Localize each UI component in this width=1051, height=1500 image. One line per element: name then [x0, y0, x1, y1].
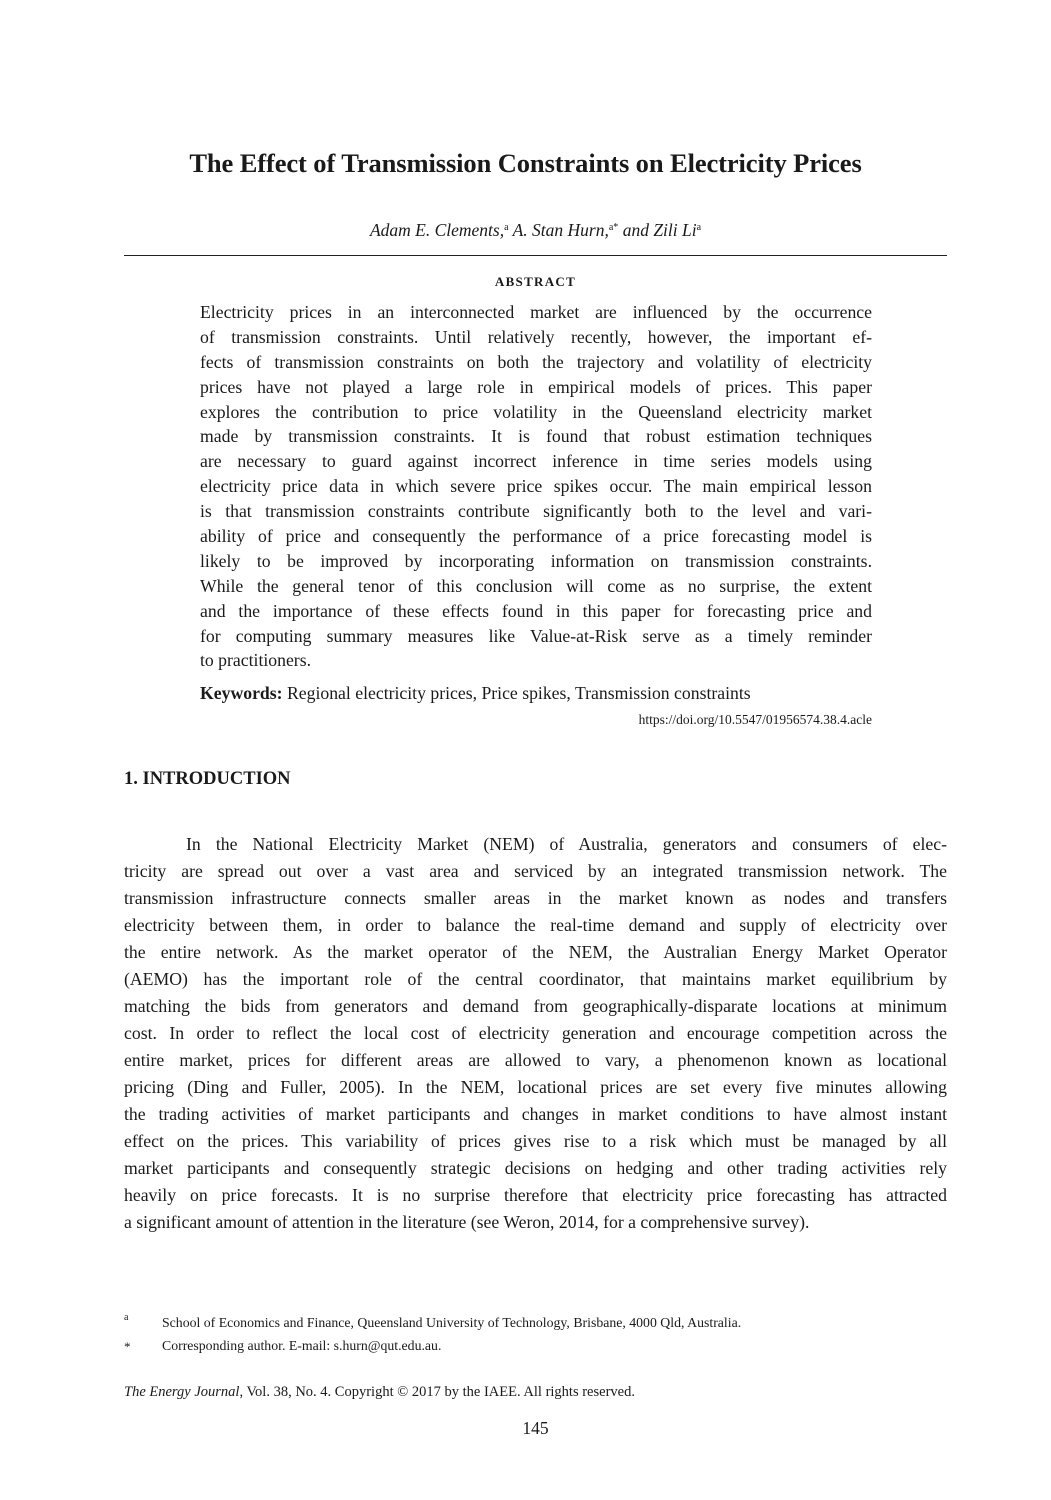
abstract-line: fects of transmission constraints on both the trajectory and volatility of electricity	[200, 351, 872, 372]
paragraph-line: transmission infrastructure connects smaller areas in the market known as nodes and transfers	[124, 888, 947, 908]
paragraph-line: (AEMO) has the important role of the central coordinator, that maintains market equilibrium by	[124, 969, 947, 989]
paragraph-line: the trading activities of market participants and changes in market conditions to have almost instant	[124, 1104, 947, 1124]
abstract-line: Electricity prices in an interconnected market are influenced by the occurrence	[200, 302, 872, 322]
abstract-heading: ABSTRACT	[494, 274, 577, 289]
author-conjunction: and	[622, 220, 649, 240]
abstract-line: While the general tenor of this conclusion will come as no surprise, the extent	[200, 575, 872, 596]
journal-citation	[124, 1384, 635, 1401]
paragraph-line: the entire network. As the market operator of the NEM, the Australian Energy Market Operator	[124, 942, 947, 962]
author-affiliation-mark: a	[504, 222, 509, 233]
author-name: Adam E. Clements,	[369, 220, 505, 240]
footnote-mark: *	[124, 1339, 131, 1354]
section-heading: 1. INTRODUCTION	[124, 769, 291, 789]
abstract-line: of transmission constraints. Until relatively recently, however, the important ef-	[200, 326, 872, 347]
abstract-line: made by transmission constraints. It is found that robust estimation techniques	[200, 426, 872, 447]
footnote-text: Corresponding author. E-mail: s.hurn@qut.edu.au.	[162, 1338, 442, 1353]
paragraph-line: In the National Electricity Market (NEM) of Australia, generators and consumers of elec-	[186, 834, 947, 854]
paragraph-line: entire market, prices for different areas are allowed to vary, a phenomenon known as locational	[124, 1050, 947, 1070]
paragraph-line: tricity are spread out over a vast area and serviced by an integrated transmission network. The	[124, 861, 947, 881]
abstract-line: to practitioners.	[200, 650, 312, 671]
paragraph-line: matching the bids from generators and demand from geographically-disparate locations at minimum	[124, 996, 947, 1016]
abstract-line: explores the contribution to price volatility in the Queensland electricity market	[200, 401, 872, 422]
author-name: A. Stan Hurn,	[512, 220, 609, 240]
abstract-line: and the importance of these effects found in this paper for forecasting price and	[200, 600, 872, 621]
paragraph-line: cost. In order to reflect the local cost of electricity generation and encourage competition across the	[124, 1023, 947, 1043]
keywords-label: Keywords:	[200, 683, 283, 703]
author-list	[0, 220, 1051, 241]
paragraph-line: pricing (Ding and Fuller, 2005). In the NEM, locational prices are set every five minutes allowing	[124, 1077, 947, 1097]
paragraph-line: market participants and consequently strategic decisions on hedging and other trading activities rely	[124, 1158, 947, 1178]
abstract-line: is that transmission constraints contribute significantly both to the level and vari-	[200, 501, 872, 522]
author-affiliation-mark: a	[696, 222, 702, 233]
footnote-mark: a	[124, 1312, 129, 1323]
keywords	[200, 681, 880, 705]
abstract-line: for computing summary measures like Value-at-Risk serve as a timely reminder	[200, 625, 872, 646]
page-number: 145	[522, 1418, 549, 1438]
abstract-line: electricity price data in which severe price spikes occur. The main empirical lesson	[200, 476, 872, 497]
keywords-text: Regional electricity prices, Price spikes, Transmission constraints	[282, 683, 751, 703]
journal-details: , Vol. 38, No. 4. Copyright © 2017 by the IAEE. All rights reserved.	[239, 1384, 635, 1400]
abstract-line: prices have not played a large role in empirical models of prices. This paper	[200, 376, 872, 397]
introduction-paragraph	[124, 831, 947, 1236]
author-affiliation-mark: a*	[608, 222, 619, 233]
paragraph-line: electricity between them, in order to balance the real-time demand and supply of electricity over	[124, 915, 947, 935]
paragraph-line: effect on the prices. This variability of prices gives rise to a risk which must be managed by all	[124, 1131, 947, 1151]
title-divider	[124, 255, 947, 256]
journal-name: The Energy Journal	[124, 1384, 240, 1400]
abstract-line: likely to be improved by incorporating information on transmission constraints.	[200, 550, 872, 571]
footnote-text: School of Economics and Finance, Queensland University of Technology, Brisbane, 4000 Qld, Australia.	[162, 1315, 742, 1330]
abstract-line: are necessary to guard against incorrect inference in time series models using	[200, 451, 872, 472]
paper-title: The Effect of Transmission Constraints on Electricity Prices	[189, 148, 862, 178]
paragraph-line: heavily on price forecasts. It is no surprise therefore that electricity price forecasting has attracted	[124, 1185, 947, 1205]
abstract-body	[200, 300, 872, 673]
paragraph-line: a significant amount of attention in the literature (see Weron, 2014, for a comprehensive survey).	[124, 1212, 810, 1232]
author-name: Zili Li	[653, 220, 697, 240]
abstract-line: ability of price and consequently the performance of a price forecasting model is	[200, 526, 872, 547]
doi-link[interactable]: https://doi.org/10.5547/01956574.38.4.acle	[638, 712, 872, 727]
